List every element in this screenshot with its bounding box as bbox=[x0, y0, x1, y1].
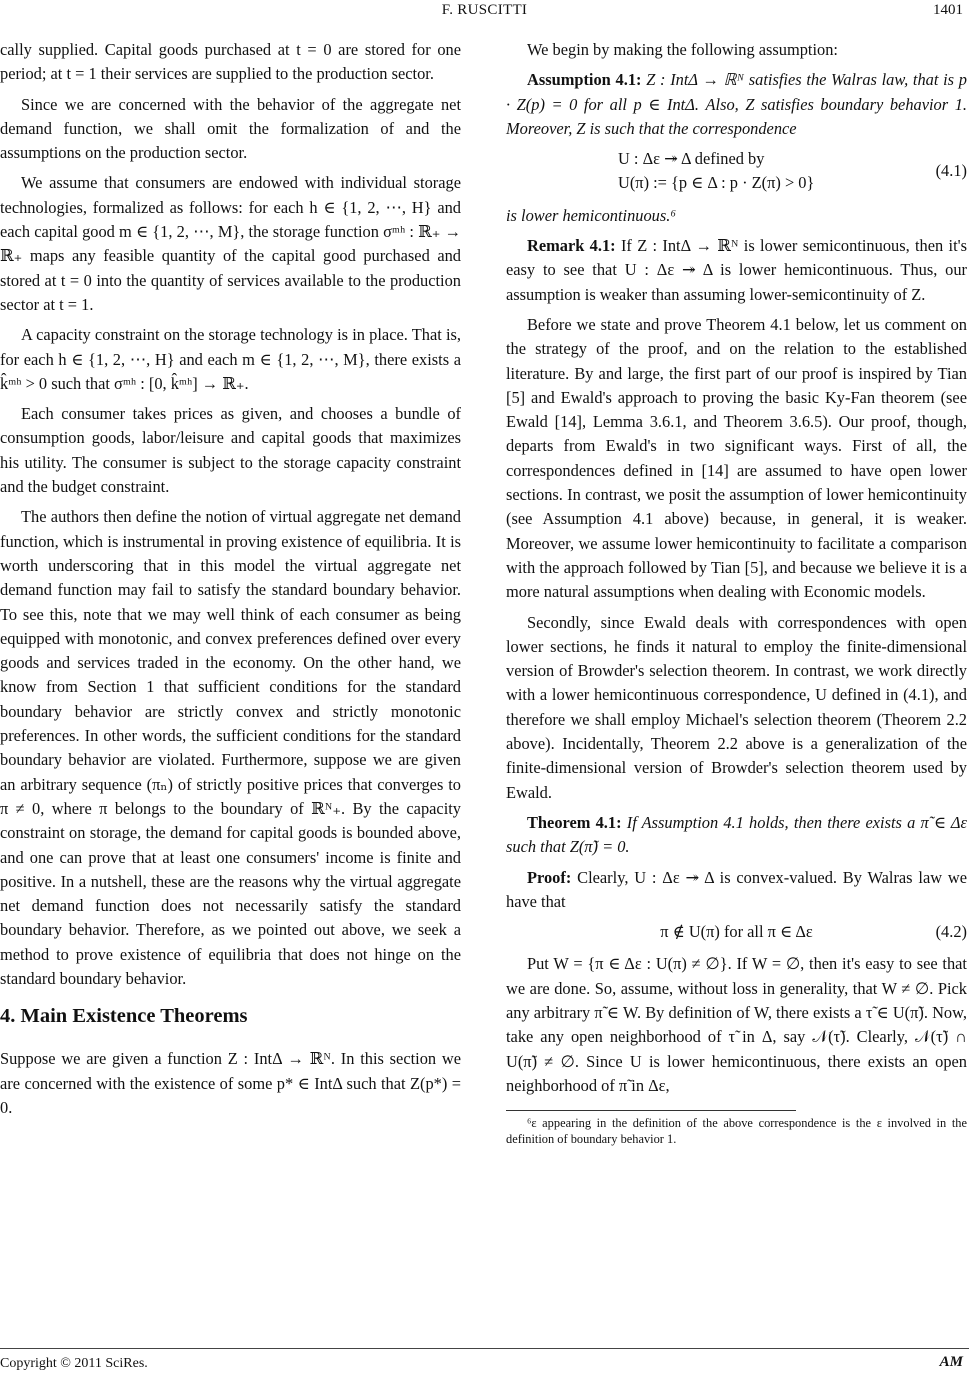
paragraph: We begin by making the following assumption: bbox=[527, 40, 838, 59]
equation-4-1 bbox=[506, 147, 967, 196]
remark-block bbox=[506, 234, 967, 307]
paragraph: Each consumer takes prices as given, and chooses a bundle of consumption goods, labor/leisure and capital goods that maximizes his utility. The consumer is subject to the storage capacity constraint and the budget constraint. bbox=[0, 404, 461, 497]
theorem-text: If Assumption 4.1 holds, then there exists a π̃ ∈ Δε such that Z(π̃) = 0. bbox=[506, 812, 967, 857]
assumption-tail: is lower hemicontinuous.⁶ bbox=[506, 205, 677, 225]
remark-text: If Z : IntΔ → ℝᴺ is lower semicontinuous, then it's easy to see that U : Δε ↠ Δ is lower hemicontinuous. Thus, our assumption is weaker than assuming lower-semicontinuity of Z. bbox=[506, 236, 967, 304]
paragraph: Since we are concerned with the behavior of the aggregate net demand function, we shall omit the formalization of and the assumptions on the production sector. bbox=[0, 94, 461, 163]
theorem-block bbox=[506, 811, 967, 860]
paragraph: The authors then define the notion of virtual aggregate net demand function, which is instrumental in proving existence of equilibria. It is worth underscoring that in this model the virtual aggregate net demand function may fail to satisfy the standard boundary behavior. To see this, note that we may well think of each consumer as being equipped with monotonic, and convex preferences defined over every goods and services traded in the economy. On the other hand, we know from Section 1 that sufficient conditions for the standard boundary behavior are strictly convex and strictly monotonic preferences. In other words, the sufficient conditions for the standard boundary behavior are violated. Furthermore, suppose we are given an arbitrary sequence (πₙ) of strictly positive prices that converges to π ≠ 0, where π belongs to the boundary of ℝᴺ₊. By the capacity constraint on storage, the demand for capital goods is bounded above, and one can prove that at least one consumers' income is finite and positive. In a nutshell, these are the reasons why the virtual aggregate net demand function does not necessarily satisfy the standard boundary behavior. Therefore, as we pointed out above, we seek a method to prove existence of equilibria that does not hinge on the standard boundary behavior. bbox=[0, 507, 461, 988]
paragraph: Secondly, since Ewald deals with correspondences with open lower sections, he finds it natural to employ the finite-dimensional version of Browder's selection theorem. In contrast, we work directly with a lower hemicontinuous correspondence, U defined in (4.1), and therefore we shall employ Michael's selection theorem (Theorem 2.2 above). Incidentally, Theorem 2.2 above is a generalization of the finite-dimensional version of Browder's selection theorem used by Ewald. bbox=[506, 612, 967, 802]
footnote: ⁶ε appearing in the definition of the above correspondence is the ε involved in the definition of boundary behavior 1. bbox=[506, 1116, 967, 1147]
paragraph: Before we state and prove Theorem 4.1 below, let us comment on the strategy of the proof, and on the relation to the established literature. By and large, the first part of our proof is inspired by Tian [5] and Ewald's approach to proving the basic Ky-Fan theorem (see Ewald [14], Lemma 3.6.1, and Theorem 3.6.5). Our proof, though, departs from Ewald's in two significant ways. First of all, the correspondences defined in [14] are assumed to have open lower sections. In contrast, we posit the assumption of lower hemicontinuity (see Assumption 4.1 above) because, in general, it is weaker. Moreover, we assume lower hemicontinuity to facilitate a comparison with the approach followed by Tian [5], and because we believe it is a more natural assumptions when dealing with Economic models. bbox=[506, 314, 967, 602]
paragraph: A capacity constraint on the storage technology is in place. That is, for each h ∈ {1, 2, ⋯, H} and each m ∈ {1, 2, ⋯, M}, there exists a k̂ᵐʰ > 0 such that σᵐʰ : [0, k̂ᵐʰ] → ℝ₊. bbox=[0, 325, 461, 393]
proof-label: Proof: bbox=[527, 867, 572, 887]
equation-line: U : Δε ↠ Δ defined by bbox=[618, 149, 765, 169]
proof-text: Clearly, U : Δε ↠ Δ is convex-valued. By Walras law we have that bbox=[506, 867, 967, 911]
section-heading: 4. Main Existence Theorems bbox=[0, 1005, 248, 1028]
footer-rule bbox=[0, 1348, 969, 1349]
footnote-rule bbox=[506, 1110, 796, 1111]
equation-line: U(π) := {p ∈ Δ : p · Z(π) > 0} bbox=[618, 173, 815, 193]
page-number: 1401 bbox=[933, 2, 963, 18]
paragraph: cally supplied. Capital goods purchased at t = 0 are stored for one period; at t = 1 their services are supplied to the production sector. bbox=[0, 40, 461, 84]
equation-4-2 bbox=[506, 920, 967, 944]
paragraph: Put W = {π ∈ Δε : U(π) ≠ ∅}. If W = ∅, then it's easy to see that we are done. So, assume, without loss in generality, that W ≠ ∅. Pick any arbitrary π̃ ∈ W. By definition of W, there exists a τ̃ ∈ U(π̃). Now, take any open neighborhood of τ̃ in Δ, say 𝒩(τ̃). Clearly, 𝒩(τ̃) ∩ U(π̃) ≠ ∅. Since U is lower hemicontinuous, there exists an open neighborhood of π̃ in Δε, bbox=[506, 954, 967, 1095]
assumption-block bbox=[506, 68, 967, 141]
equation-number: (4.1) bbox=[935, 161, 967, 181]
journal-abbrev: AM bbox=[939, 1354, 963, 1370]
proof-block bbox=[506, 866, 967, 915]
copyright: Copyright © 2011 SciRes. bbox=[0, 1356, 148, 1371]
equation-line: π ∉ U(π) for all π ∈ Δε bbox=[660, 922, 813, 942]
equation-number: (4.2) bbox=[935, 922, 967, 942]
right-column bbox=[506, 38, 967, 1153]
paragraph bbox=[506, 204, 967, 228]
paragraph: We assume that consumers are endowed with individual storage technologies, formalized as follows: for each h ∈ {1, 2, ⋯, H} and each capital good m ∈ {1, 2, ⋯, M}, the storage function σᵐʰ : ℝ₊ → ℝ₊ maps any feasible quantity of the capital good purchased and stored at t = 0 into the quantity of services available to the production sector at t = 1. bbox=[0, 173, 461, 314]
assumption-label: Assumption 4.1: bbox=[527, 70, 642, 90]
running-header-author: F. RUSCITTI bbox=[441, 2, 528, 18]
paragraph: Suppose we are given a function Z : IntΔ → ℝᴺ. In this section we are concerned with the existence of some p* ∈ IntΔ such that Z(p*) = 0. bbox=[0, 1049, 461, 1117]
left-column bbox=[0, 38, 461, 1126]
theorem-label: Theorem 4.1: bbox=[527, 812, 622, 832]
assumption-text: Z : IntΔ → ℝᴺ satisfies the Walras law, that is p · Z(p) = 0 for all p ∈ IntΔ. Also, Z satisfies boundary behavior 1. Moreover, Z is such that the correspondence bbox=[506, 70, 967, 138]
remark-label: Remark 4.1: bbox=[527, 236, 616, 256]
